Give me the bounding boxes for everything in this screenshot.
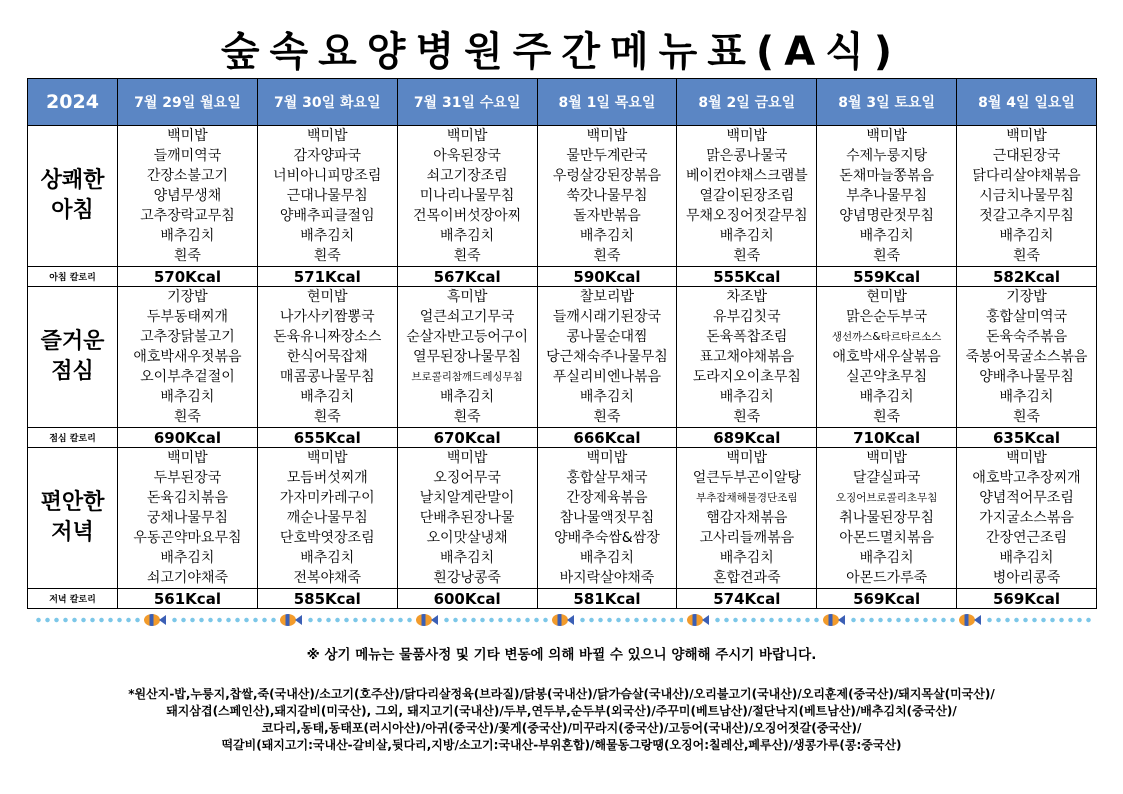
dish-item: 백미밥 [1006,128,1047,144]
day-header: 7월 29일 월요일 [118,79,258,126]
dish-item: 기장밥 [167,289,208,305]
menu-cell [397,287,537,428]
dish-item: 흰죽 [313,409,341,425]
dish-item: 단호박엿장조림 [279,530,375,546]
menu-cell [118,448,258,589]
dish-item: 맑은순두부국 [846,309,928,325]
dish-item: 돌자반볶음 [573,208,641,224]
dish-item: 순살자반고등어구이 [406,329,528,345]
bubble-dots [713,617,819,623]
menu-cell [537,126,677,267]
dish-item: 두부동태찌개 [146,309,228,325]
bubble-dots [849,617,955,623]
dish-item: 배추김치 [160,228,215,244]
dish-item: 백미밥 [167,128,208,144]
dish-item: 오징어무국 [433,470,501,486]
dish-item: 간장제육볶음 [566,490,648,506]
dish-item: 아욱된장국 [433,148,501,164]
dish-item: 흰죽 [593,248,621,264]
dish-item: 배추김치 [160,389,215,405]
dish-item: 흰죽 [593,409,621,425]
dish-item: 배추김치 [440,550,495,566]
dish-item: 시금치나물무침 [979,188,1074,204]
dish-item: 흰죽 [1013,248,1041,264]
dish-item: 두부된장국 [153,470,222,486]
dish-item: 배추김치 [859,228,914,244]
dish-item: 도라지오이초무침 [692,369,801,385]
bubble-dots [170,617,276,623]
dish-item: 흰죽 [453,248,481,264]
dish-item: 브로콜리참깨드레싱무침 [411,371,523,383]
dish-item: 양배추피클절임 [279,208,375,224]
dish-item: 쇠고기장조림 [426,168,508,184]
dish-item: 깨순나물무침 [286,510,368,526]
dish-item: 배추김치 [160,550,215,566]
kcal-value: 690Kcal [118,428,258,448]
kcal-value: 710Kcal [817,428,957,448]
kcal-value: 581Kcal [537,589,677,609]
bubble-dots [442,617,548,623]
dish-item: 흰죽 [733,248,761,264]
dish-item: 돈육폭찹조림 [706,329,788,345]
dish-item: 양념무생채 [153,188,222,204]
dish-item: 단배추된장나물 [419,510,515,526]
dish-item: 돈육유니짜장소스 [273,329,382,345]
kcal-value: 567Kcal [397,267,537,287]
dish-item: 흰죽 [733,409,761,425]
dish-item: 고추장락교무침 [140,208,235,224]
dish-item: 양배추숙쌈&쌈장 [554,530,660,546]
kcal-value: 590Kcal [537,267,677,287]
dish-item: 취나물된장무침 [839,510,934,526]
dish-item: 홍합살미역국 [985,309,1068,325]
dish-item: 애호박새우살볶음 [832,349,941,365]
fish-icon [144,613,166,627]
kcal-label: 아침 칼로리 [28,267,118,287]
fish-icon [552,613,574,627]
bubble-dots [34,617,140,623]
kcal-value: 561Kcal [118,589,258,609]
dish-item: 돈육김치볶음 [146,490,228,506]
fish-icon [823,613,845,627]
menu-cell [257,448,397,589]
dish-item: 건목이버섯장아찌 [413,208,522,224]
dish-item: 백미밥 [866,450,907,466]
dish-item: 흰강낭콩죽 [433,570,501,586]
kcal-value: 655Kcal [257,428,397,448]
dish-item: 우동곤약마요무침 [133,530,242,546]
kcal-value: 574Kcal [677,589,817,609]
dish-item: 현미밥 [866,289,907,305]
dish-item: 배추김치 [440,389,495,405]
dish-item: 부추나물무침 [846,188,928,204]
dish-item: 간장소불고기 [146,168,228,184]
kcal-value: 559Kcal [817,267,957,287]
dish-item: 고추장닭불고기 [140,329,235,345]
dish-item: 양념적어무조림 [979,490,1074,506]
kcal-value: 571Kcal [257,267,397,287]
dish-item: 백미밥 [306,128,348,144]
kcal-value: 670Kcal [397,428,537,448]
kcal-value: 635Kcal [957,428,1097,448]
dish-item: 배추김치 [300,228,355,244]
meal-label [28,448,118,589]
header-row [28,79,1097,126]
dish-item: 백미밥 [726,450,768,466]
dish-item: 생선까스&타르타르소스 [831,331,942,343]
dish-item: 나가사키짬뽕국 [279,309,375,325]
dish-item: 백미밥 [167,450,208,466]
meal-label-line: 상쾌한 [40,168,105,193]
dish-item: 흰죽 [173,409,201,425]
dish-item: 찰보리밥 [579,289,634,305]
day-header: 8월 2일 금요일 [677,79,817,126]
dish-item: 쑥갓나물무침 [566,188,648,204]
menu-cell [537,287,677,428]
dish-item: 당근채숙주나물무침 [546,349,668,365]
meal-row [28,287,1097,428]
kcal-row [28,428,1097,448]
bubble-dots [306,617,412,623]
menu-cell [118,287,258,428]
kcal-row [28,267,1097,287]
origin-line: 돼지삼겹(스페인산),돼지갈비(미국산), 그외, 돼지고기(국내산)/두부,연두부,순두부(외국산)/주꾸미(베트남산)/절단낙지(베트남산)/배추김치(중국산)/ [166,704,957,718]
kcal-value: 570Kcal [118,267,258,287]
menu-cell [957,287,1097,428]
dish-item: 애호박고추장찌개 [972,470,1081,486]
weekly-menu-table [27,78,1097,609]
bubble-dots [985,617,1091,623]
page-title: 숲속요양병원주간메뉴표(A식) [220,29,903,75]
meal-label-line: 편안한 [40,490,105,515]
dish-item: 열무된장나물무침 [413,349,522,365]
dish-item: 양념명란젓무침 [839,208,934,224]
dish-item: 표고채야채볶음 [699,349,795,365]
dish-item: 근대나물무침 [286,188,368,204]
dish-item: 바지락살야채죽 [559,570,655,586]
dish-item: 배추김치 [579,389,634,405]
dish-item: 배추김치 [300,389,355,405]
dish-item: 부추잡채해물경단조림 [696,492,798,504]
dish-item: 수제누룽지탕 [846,148,928,164]
dish-item: 유부김칫국 [712,309,781,325]
dish-item: 배추김치 [999,550,1054,566]
dish-item: 오이부추겉절이 [140,369,235,385]
dish-item: 흰죽 [173,248,201,264]
dish-item: 물만두계란국 [566,148,648,164]
kcal-value: 666Kcal [537,428,677,448]
dish-item: 얼큰두부곤이알탕 [692,470,801,486]
origin-line: 떡갈비(돼지고기:국내산-갈비살,뒷다리,지방/소고기:국내산-부위혼합)/해물동그랑땡(오징어:칠레산,페루산)/생콩가루(콩:중국산) [221,738,902,752]
meal-label-line: 즐거운 [40,329,105,354]
dish-item: 흰죽 [873,409,901,425]
origin-line: *원산지-밥,누룽지,찹쌀,죽(국내산)/소고기(호주산)/닭다리살정육(브라질)/닭봉(국내산)/닭가슴살(국내산)/오리불고기(국내산)/오리훈제(중국산)/돼지목살(미국산)/ [128,687,995,701]
dish-item: 배추김치 [859,389,914,405]
meal-label-line: 저녁 [51,520,94,545]
dish-item: 들깨시래기된장국 [552,309,662,325]
kcal-value: 585Kcal [257,589,397,609]
dish-item: 햄감자채볶음 [706,510,788,526]
dish-item: 돈육숙주볶음 [985,329,1068,345]
dish-item: 백미밥 [586,450,628,466]
meal-row [28,126,1097,267]
dish-item: 너비아니피망조림 [273,168,382,184]
dish-item: 배추김치 [719,389,774,405]
dish-item: 들깨미역국 [153,148,222,164]
dish-item: 혼합견과죽 [712,570,781,586]
dish-item: 한식어묵잡채 [286,349,368,365]
meal-label-line: 점심 [51,359,94,384]
dish-item: 돈채마늘쫑볶음 [839,168,934,184]
dish-item: 죽봉어묵굴소스볶음 [965,349,1088,365]
dish-item: 날치알계란말이 [419,490,515,506]
dish-item: 백미밥 [726,128,768,144]
dish-item: 오이맛살냉채 [426,530,508,546]
dish-item: 모듬버섯찌개 [286,470,368,486]
dish-item: 가지굴소스볶음 [979,510,1074,526]
dish-item: 현미밥 [306,289,348,305]
meal-row [28,448,1097,589]
day-header: 8월 1일 목요일 [537,79,677,126]
kcal-label: 점심 칼로리 [28,428,118,448]
menu-cell [957,126,1097,267]
dish-item: 병아리콩죽 [992,570,1061,586]
dish-item: 고사리들깨볶음 [699,530,795,546]
kcal-value: 569Kcal [957,589,1097,609]
kcal-value: 555Kcal [677,267,817,287]
dish-item: 콩나물순대찜 [566,329,648,345]
dish-item: 쇠고기야채죽 [146,570,228,586]
dish-item: 차조밥 [726,289,768,305]
origin-line: 코다리,동태,동태포(러시아산)/아귀(중국산)/꽃게(중국산)/미꾸라지(중국산)/고등어(국내산)/오징어젓갈(중국산)/ [261,721,862,735]
dish-item: 배추김치 [440,228,495,244]
dish-item: 궁채나물무침 [146,510,228,526]
dish-item: 아몬드가루죽 [846,570,928,586]
menu-cell [397,448,537,589]
kcal-value: 600Kcal [397,589,537,609]
dish-item: 얼큰쇠고기무국 [419,309,515,325]
menu-cell [817,448,957,589]
origin-info [30,686,1093,754]
fish-icon [959,613,981,627]
dish-item: 백미밥 [306,450,348,466]
dish-item: 아몬드멸치볶음 [839,530,934,546]
menu-cell [118,126,258,267]
dish-item: 백미밥 [1006,450,1047,466]
dish-item: 흰죽 [453,409,481,425]
dish-item: 전복야채죽 [293,570,362,586]
dish-item: 흰죽 [313,248,341,264]
dish-item: 닭다리살야채볶음 [972,168,1081,184]
dish-item: 백미밥 [446,128,488,144]
dish-item: 가자미카레구이 [279,490,375,506]
dish-item: 배추김치 [859,550,914,566]
dish-item: 베이컨야채스크램블 [685,168,808,184]
fish-icon [687,613,709,627]
kcal-row [28,589,1097,609]
dish-item: 맑은콩나물국 [706,148,788,164]
dish-item: 배추김치 [579,550,634,566]
dish-item: 배추김치 [719,550,774,566]
fish-decoration [30,610,1095,630]
menu-cell [817,287,957,428]
day-header: 8월 3일 토요일 [817,79,957,126]
meal-label [28,287,118,428]
dish-item: 참나물액젓무침 [559,510,655,526]
dish-item: 우렁살강된장볶음 [552,168,662,184]
dish-item: 달걀실파국 [852,470,921,486]
dish-item: 애호박새우젓볶음 [133,349,242,365]
dish-item: 젓갈고추지무침 [979,208,1074,224]
dish-item: 배추김치 [999,389,1054,405]
meal-label [28,126,118,267]
dish-item: 간장연근조림 [985,530,1068,546]
meal-label-line: 아침 [51,198,94,223]
dish-item: 실곤약초무침 [846,369,928,385]
dish-item: 배추김치 [300,550,355,566]
kcal-value: 582Kcal [957,267,1097,287]
day-header: 7월 31일 수요일 [397,79,537,126]
dish-item: 백미밥 [586,128,628,144]
dish-item: 흑미밥 [446,289,488,305]
day-header: 8월 4일 일요일 [957,79,1097,126]
dish-item: 감자양파국 [293,148,362,164]
menu-cell [677,126,817,267]
kcal-value: 569Kcal [817,589,957,609]
dish-item: 기장밥 [1006,289,1047,305]
menu-cell [677,287,817,428]
dish-item: 양배추나물무침 [979,369,1074,385]
dish-item: 백미밥 [866,128,907,144]
fish-icon [416,613,438,627]
menu-cell [957,448,1097,589]
kcal-value: 689Kcal [677,428,817,448]
notice-text: ※ 상기 메뉴는 물품사정 및 기타 변동에 의해 바뀔 수 있으니 양해해 주시기 바랍니다. [306,647,817,663]
dish-item: 미나리나물무침 [419,188,515,204]
menu-cell [677,448,817,589]
dish-item: 근대된장국 [992,148,1061,164]
menu-cell [537,448,677,589]
kcal-label: 저녁 칼로리 [28,589,118,609]
year-header: 2024 [28,79,118,126]
dish-item: 백미밥 [446,450,488,466]
menu-cell [397,126,537,267]
day-header: 7월 30일 화요일 [257,79,397,126]
dish-item: 푸실리비엔나볶음 [552,369,662,385]
menu-cell [257,126,397,267]
dish-item: 매콤콩나물무침 [279,369,375,385]
menu-cell [817,126,957,267]
dish-item: 배추김치 [999,228,1054,244]
bubble-dots [578,617,684,623]
dish-item: 열갈이된장조림 [699,188,795,204]
dish-item: 흰죽 [873,248,901,264]
dish-item: 홍합살무채국 [566,470,648,486]
dish-item: 무채오징어젓갈무침 [685,208,808,224]
fish-icon [280,613,302,627]
menu-cell [257,287,397,428]
dish-item: 오징어브로콜리초무침 [835,492,938,504]
dish-item: 배추김치 [579,228,634,244]
dish-item: 흰죽 [1013,409,1041,425]
dish-item: 배추김치 [719,228,774,244]
